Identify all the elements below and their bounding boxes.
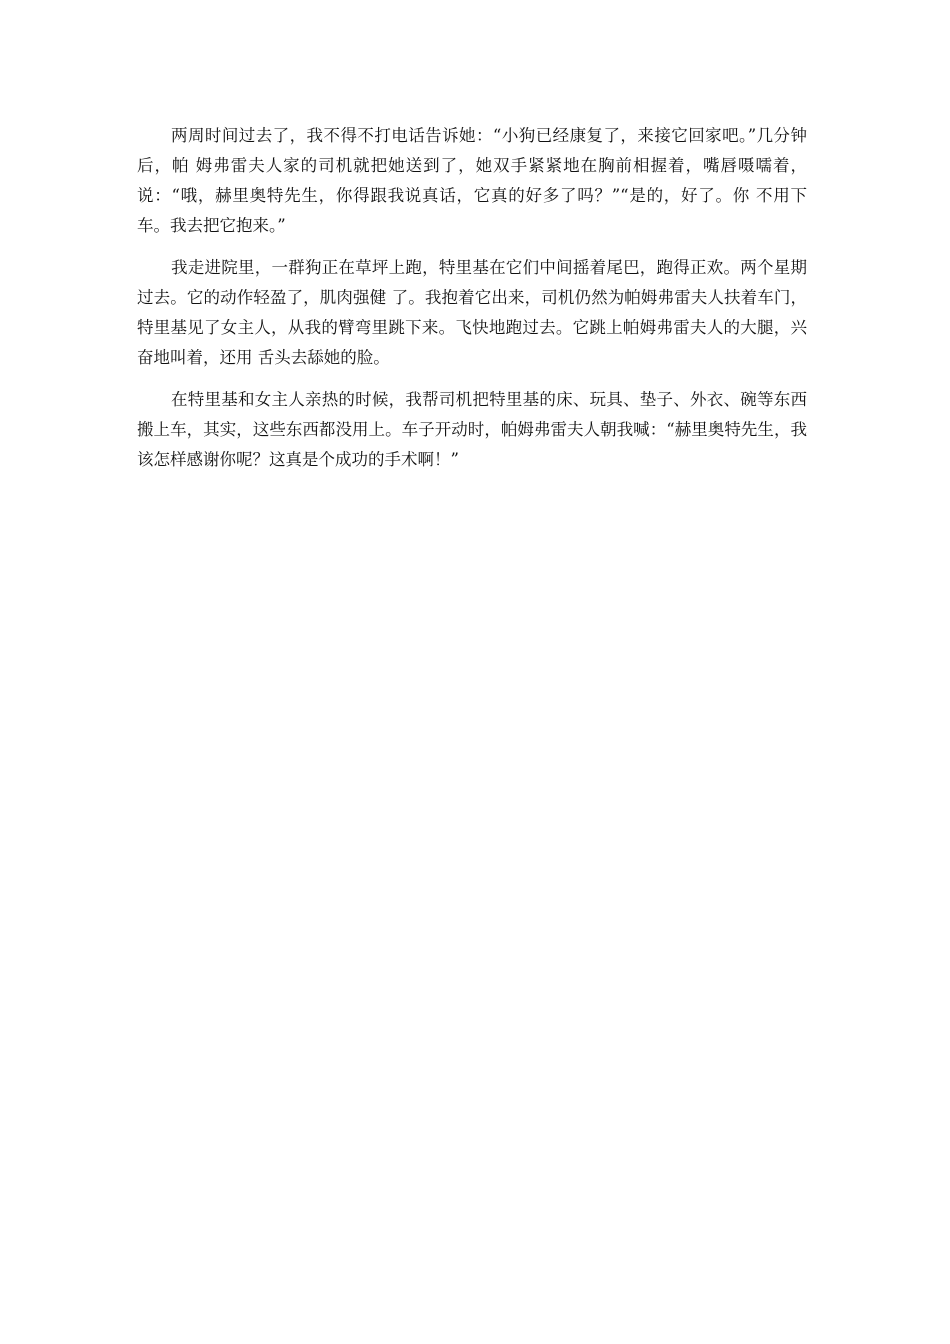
paragraph-3: 在特里基和女主人亲热的时候，我帮司机把特里基的床、玩具、垫子、外衣、碗等东西搬上车，其实，这些东西都没用上。车子开动时，帕姆弗雷夫人朝我喊：“赫里奥特先生，我该怎样感谢你呢？这真是个成功的手术啊！” — [137, 390, 807, 469]
document-body — [137, 121, 807, 487]
paragraph-1: 两周时间过去了，我不得不打电话告诉她：“小狗已经康复了，来接它回家吧。”几分钟后，帕 姆弗雷夫人家的司机就把她送到了，她双手紧紧地在胸前相握着，嘴唇嗫嚅着，说：“哦，赫里奥特先生，你得跟我说真话，它真的好多了吗？”“是的，好了。你 不用下车。我去把它抱来。” — [137, 126, 807, 235]
paragraph-2: 我走进院里，一群狗正在草坪上跑，特里基在它们中间摇着尾巴，跑得正欢。两个星期过去。它的动作轻盈了，肌肉强健 了。我抱着它出来，司机仍然为帕姆弗雷夫人扶着车门，特里基见了女主人，从我的臂弯里跳下来。飞快地跑过去。它跳上帕姆弗雷夫人的大腿，兴奋地叫着，还用 舌头去舔她的脸。 — [137, 258, 807, 367]
